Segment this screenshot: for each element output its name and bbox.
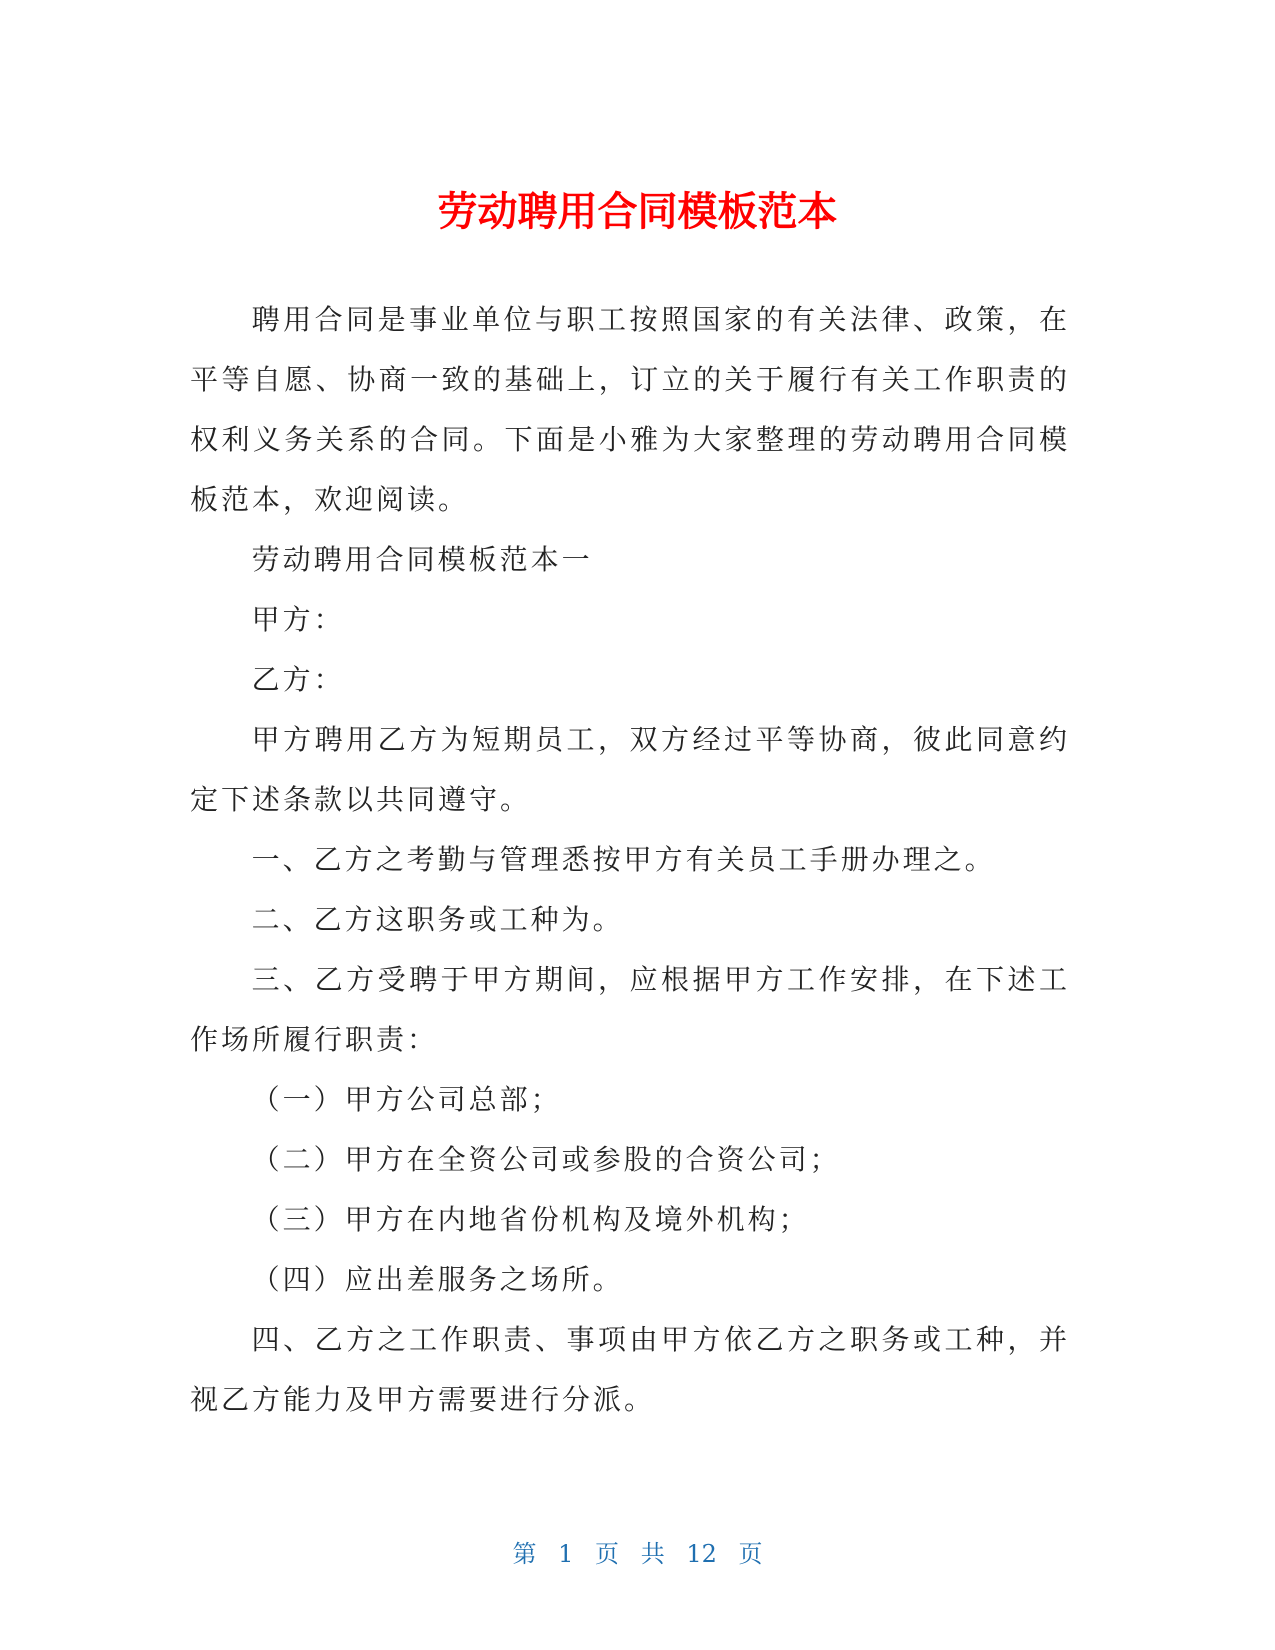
clause-3-item-3: （三）甲方在内地省份机构及境外机构； (251, 1203, 810, 1236)
section-heading: 劳动聘用合同模板范本一 (251, 543, 593, 576)
footer-current-page: 1 (558, 1540, 574, 1568)
footer-total-pages: 12 (686, 1540, 717, 1568)
agreement-paragraph: 甲方聘用乙方为短期员工，双方经过平等协商，彼此同意约定下述条款以共同遵守。 (190, 723, 1070, 816)
party-a-line: 甲方： (251, 603, 345, 636)
footer-prefix: 第 (512, 1540, 537, 1568)
page-title: 劳动聘用合同模板范本 (437, 188, 838, 235)
footer-page-unit: 页 (595, 1540, 620, 1568)
clause-3-item-4: （四）应出差服务之场所。 (251, 1263, 624, 1296)
page-footer (0, 1538, 1275, 1570)
clause-2: 二、乙方这职务或工种为。 (251, 903, 624, 936)
clause-3-item-2: （二）甲方在全资公司或参股的合资公司； (251, 1143, 841, 1176)
document-body (190, 290, 1070, 1430)
footer-total-unit: 页 (738, 1540, 763, 1568)
clause-4: 四、乙方之工作职责、事项由甲方依乙方之职务或工种，并视乙方能力及甲方需要进行分派。 (190, 1323, 1070, 1416)
clause-3: 三、乙方受聘于甲方期间，应根据甲方工作安排，在下述工作场所履行职责： (190, 963, 1070, 1056)
clause-3-item-1: （一）甲方公司总部； (251, 1083, 562, 1116)
clause-1: 一、乙方之考勤与管理悉按甲方有关员工手册办理之。 (251, 843, 996, 876)
intro-paragraph: 聘用合同是事业单位与职工按照国家的有关法律、政策，在平等自愿、协商一致的基础上，订立的关于履行有关工作职责的权利义务关系的合同。下面是小雅为大家整理的劳动聘用合同模板范本，欢迎阅读。 (190, 303, 1070, 516)
party-b-line: 乙方： (251, 663, 345, 696)
footer-total-label: 共 (640, 1540, 665, 1568)
